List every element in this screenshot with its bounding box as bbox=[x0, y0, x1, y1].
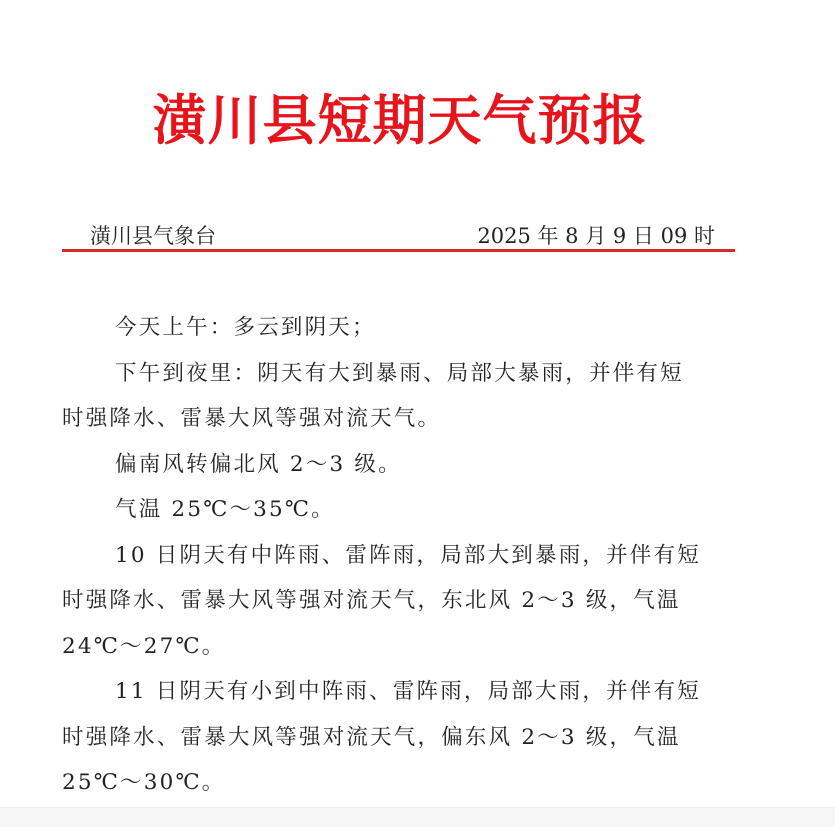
text-line: 时强降水、雷暴大风等强对流天气。 bbox=[62, 406, 442, 431]
document-title: 潢川县短期天气预报 bbox=[152, 89, 648, 152]
issue-date: 2025 年 8 月 9 日 09 时 bbox=[477, 224, 715, 248]
paragraph-afternoon-night bbox=[62, 358, 742, 449]
text-line: 气温 25℃～35℃。 bbox=[115, 497, 335, 522]
text-line: 时强降水、雷暴大风等强对流天气，偏东风 2～3 级，气温 bbox=[62, 724, 681, 750]
text-line: 24℃～27℃。 bbox=[62, 633, 226, 659]
page-footer-bar bbox=[0, 807, 835, 827]
document-header bbox=[62, 220, 735, 250]
header-divider bbox=[62, 249, 735, 252]
text-line: 偏南风转偏北风 2～3 级。 bbox=[115, 451, 402, 477]
text-line: 时强降水、雷暴大风等强对流天气，东北风 2～3 级，气温 bbox=[62, 588, 681, 613]
text-line: 11 日阴天有小到中阵雨、雷阵雨，局部大雨，并伴有短 bbox=[115, 679, 701, 704]
paragraph-wind bbox=[62, 449, 742, 495]
paragraph-day-10 bbox=[62, 540, 742, 677]
issuing-organization: 潢川县气象台 bbox=[90, 224, 216, 248]
text-line: 今天上午：多云到阴天； bbox=[115, 315, 376, 340]
paragraph-day-11 bbox=[62, 676, 742, 813]
text-line: 25℃～30℃。 bbox=[62, 770, 226, 795]
text-line: 下午到夜里：阴天有大到暴雨、局部大暴雨，并伴有短 bbox=[115, 360, 684, 386]
text-line: 10 日阴天有中阵雨、雷阵雨，局部大到暴雨，并伴有短 bbox=[115, 542, 701, 568]
paragraph-today-morning bbox=[62, 312, 742, 358]
forecast-body bbox=[62, 312, 742, 813]
paragraph-temperature bbox=[62, 494, 742, 540]
